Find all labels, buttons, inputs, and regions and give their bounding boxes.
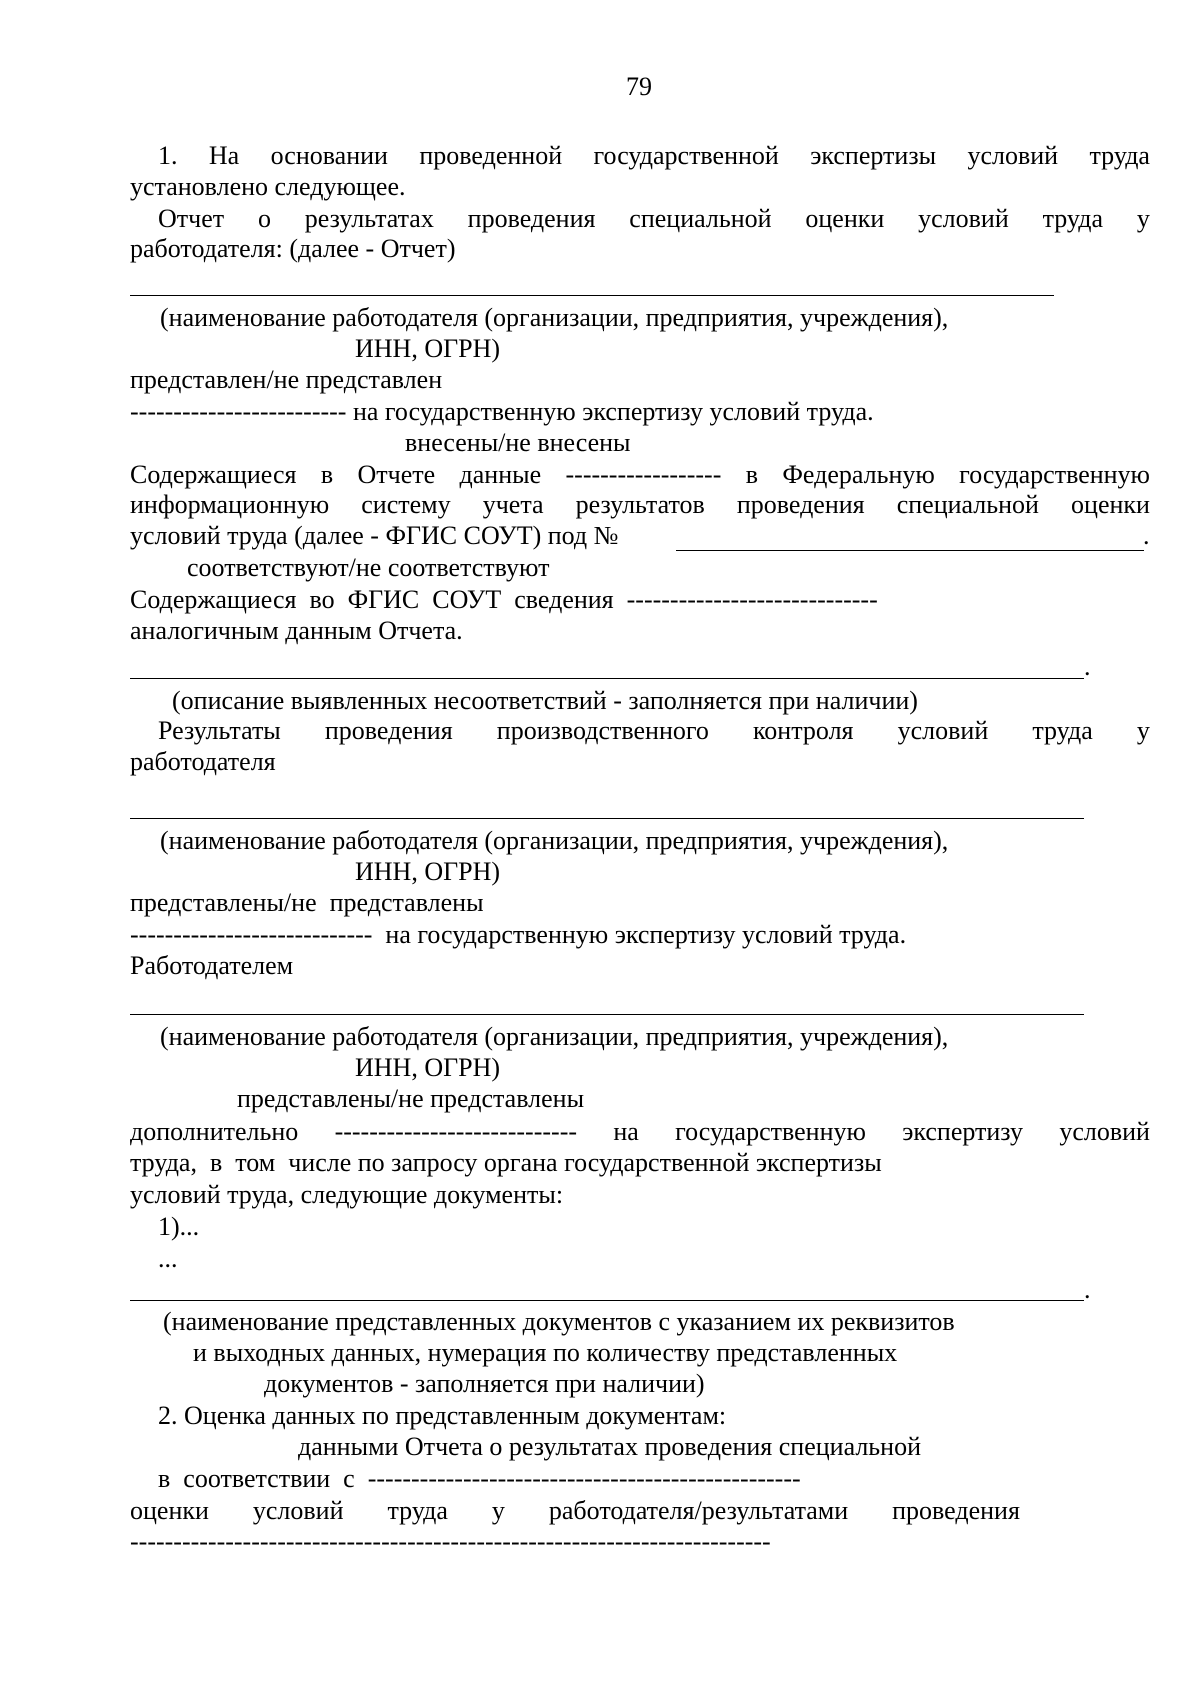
- contained-line-1: [130, 460, 1150, 490]
- documents-caption-line-2: и выходных данных, нумерация по количеству представленных: [193, 1338, 898, 1367]
- fgis-info-line-1: Содержащиеся во ФГИС СОУТ сведения -----------------------------: [130, 585, 878, 614]
- word: специальной: [896, 490, 1039, 519]
- word: проведения: [892, 1496, 1020, 1525]
- presented-options-2: представлены/не представлены: [130, 888, 484, 917]
- word: информационную: [130, 490, 330, 519]
- discrepancy-caption: (описание выявленных несоответствий - заполняется при наличии): [172, 686, 918, 715]
- word: условий: [897, 716, 989, 745]
- word: проведения: [467, 204, 596, 233]
- control-line-1: [158, 716, 1150, 746]
- word: условий: [967, 141, 1059, 170]
- word: условий: [252, 1496, 344, 1525]
- word: оценки: [130, 1496, 209, 1525]
- employer-caption-3-line-1: (наименование работодателя (организации, предприятия, учреждения),: [160, 1022, 949, 1051]
- word: труда: [1042, 204, 1104, 233]
- word: на: [613, 1117, 639, 1146]
- contained-line-3-end: .: [1143, 521, 1150, 550]
- word: оценки: [1071, 490, 1150, 519]
- documents-end-dot: .: [1084, 1275, 1091, 1304]
- employer-caption-3-line-2: ИНН, ОГРН): [355, 1053, 501, 1082]
- p2-option-label: данными Отчета о результатах проведения специальной: [298, 1432, 921, 1461]
- word: экспертизу: [902, 1117, 1024, 1146]
- doc-item-1: 1)...: [158, 1212, 200, 1241]
- discrepancy-field[interactable]: [130, 678, 1084, 679]
- word: в: [320, 460, 334, 489]
- word: у: [491, 1496, 505, 1525]
- p2-heading: 2. Оценка данных по представленным документам:: [158, 1401, 727, 1430]
- word: государственной: [593, 141, 779, 170]
- employer-caption-2-line-2: ИНН, ОГРН): [355, 857, 501, 886]
- word: Результаты: [158, 716, 281, 745]
- word: о: [257, 204, 271, 233]
- additionally-line-2: труда, в том числе по запросу органа государственной экспертизы: [130, 1148, 882, 1177]
- fgis-info-line-2: аналогичным данным Отчета.: [130, 616, 463, 645]
- p2-line-5: --------------------------------------------------------------------------: [130, 1527, 771, 1556]
- word: Содержащиеся: [130, 460, 297, 489]
- page-number: 79: [626, 72, 652, 101]
- word: труда: [1032, 716, 1093, 745]
- word: проведения: [324, 716, 453, 745]
- word: результатов: [575, 490, 705, 519]
- employer-caption-1-line-1: (наименование работодателя (организации, предприятия, учреждения),: [160, 303, 949, 332]
- fgis-number-field[interactable]: [676, 550, 1144, 551]
- employer-caption-2-line-1: (наименование работодателя (организации, предприятия, учреждения),: [160, 826, 949, 855]
- control-line-2: работодателя: [130, 747, 276, 776]
- word: оценки: [805, 204, 885, 233]
- documents-caption-line-1: (наименование представленных документов с указанием их реквизитов: [163, 1307, 955, 1336]
- word: труда: [387, 1496, 448, 1525]
- word: На: [208, 141, 240, 170]
- additionally-line-1: [130, 1117, 1150, 1147]
- p1-line-1: [158, 141, 1150, 171]
- word: у: [1136, 716, 1150, 745]
- contained-line-3: условий труда (далее - ФГИС СОУТ) под №: [130, 521, 619, 550]
- word: контроля: [753, 716, 854, 745]
- word: Отчете: [357, 460, 436, 489]
- word: данные: [459, 460, 542, 489]
- employer-name-field-3[interactable]: [130, 1014, 1084, 1015]
- p1-line-2: установлено следующее.: [130, 172, 406, 201]
- documents-field[interactable]: [130, 1300, 1084, 1301]
- employer-caption-1-line-2: ИНН, ОГРН): [355, 334, 501, 363]
- additionally-line-3: условий труда, следующие документы:: [130, 1180, 564, 1209]
- word: систему: [361, 490, 451, 519]
- word: ------------------: [565, 460, 722, 489]
- p2-line-4: [130, 1496, 1020, 1526]
- correspond-options: соответствуют/не соответствуют: [187, 553, 550, 582]
- report-line-1: [158, 204, 1150, 234]
- word: проведения: [736, 490, 865, 519]
- word: условий: [918, 204, 1009, 233]
- word: Федеральную: [782, 460, 935, 489]
- word: результатах: [304, 204, 434, 233]
- expertise-line-2: ---------------------------- на государственную экспертизу условий труда.: [130, 920, 907, 949]
- word: государственную: [959, 460, 1150, 489]
- word: труда: [1089, 141, 1150, 170]
- employer-name-field-1[interactable]: [130, 295, 1054, 296]
- word: 1.: [158, 141, 178, 170]
- word: экспертизы: [810, 141, 937, 170]
- word: государственную: [675, 1117, 866, 1146]
- doc-item-more: ...: [158, 1244, 178, 1273]
- word: в: [745, 460, 758, 489]
- documents-caption-line-3: документов - заполняется при наличии): [264, 1369, 705, 1398]
- word: специальной: [629, 204, 772, 233]
- presented-options-3: представлены/не представлены: [237, 1084, 585, 1113]
- expertise-line-1: ------------------------- на государственную экспертизу условий труда.: [130, 397, 874, 426]
- word: проведенной: [419, 141, 563, 170]
- word: условий: [1059, 1117, 1150, 1146]
- word: у: [1136, 204, 1150, 233]
- word: основании: [270, 141, 388, 170]
- discrepancy-end-dot: .: [1084, 652, 1091, 681]
- employer-label: Работодателем: [130, 951, 294, 980]
- presented-options-1: представлен/не представлен: [130, 365, 443, 394]
- word: учета: [482, 490, 544, 519]
- word: ----------------------------: [334, 1117, 578, 1146]
- contained-line-2: [130, 490, 1150, 520]
- word: работодателя/результатами: [548, 1496, 849, 1525]
- entered-options: внесены/не внесены: [405, 428, 631, 457]
- word: Отчет: [158, 204, 225, 233]
- p2-according: в соответствии с --------------------------------------------------: [158, 1464, 801, 1493]
- word: производственного: [496, 716, 709, 745]
- employer-name-field-2[interactable]: [130, 818, 1084, 819]
- report-line-2: работодателя: (далее - Отчет): [130, 234, 456, 263]
- word: дополнительно: [130, 1117, 299, 1146]
